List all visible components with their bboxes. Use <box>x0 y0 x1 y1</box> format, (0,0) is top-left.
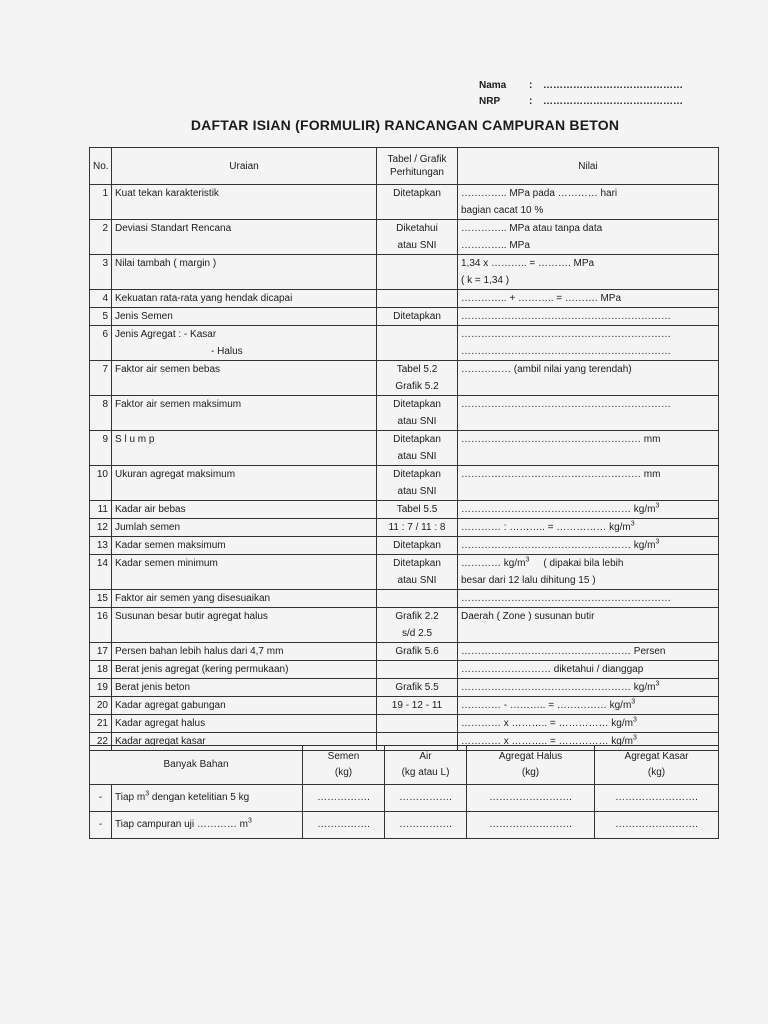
table-header-row <box>90 148 719 185</box>
row-number: 11 <box>90 501 112 519</box>
row-nilai-field[interactable]: ………… $kg/m^3$ ( dipakai bila lebih besar dari 12 lalu dihitung 15 ) <box>458 555 719 590</box>
row-nilai-field[interactable]: …………… (ambil nilai yang terendah) <box>458 361 719 396</box>
row-tabel: Grafik 5.6 <box>377 643 458 661</box>
row-nilai-field[interactable]: ………….. + ……….. = ………. MPa <box>458 290 719 308</box>
row-nilai-field[interactable]: Daerah ( Zone ) susunan butir <box>458 608 719 643</box>
row-uraian: Berat jenis beton <box>112 679 377 697</box>
row-number: 9 <box>90 431 112 466</box>
row-dash: - <box>90 812 112 839</box>
row-uraian: Deviasi Standart Rencana <box>112 220 377 255</box>
row-uraian: Persen bahan lebih halus dari 4,7 mm <box>112 643 377 661</box>
table-row <box>90 185 719 220</box>
bahan-row-per-m3 <box>90 785 719 812</box>
row-uraian: Faktor air semen maksimum <box>112 396 377 431</box>
row-uraian: Faktor air semen bebas <box>112 361 377 396</box>
row-number: 18 <box>90 661 112 679</box>
row-tabel <box>377 255 458 290</box>
row-tabel: Diketahui atau SNI <box>377 220 458 255</box>
row-tabel: 11 : 7 / 11 : 8 <box>377 519 458 537</box>
row-uraian: Kadar semen maksimum <box>112 537 377 555</box>
table-row <box>90 431 719 466</box>
row-tabel: Tabel 5.5 <box>377 501 458 519</box>
row-number: 21 <box>90 715 112 733</box>
table-row <box>90 361 719 396</box>
row-nilai-field[interactable]: ……………………………………………………… <box>458 308 719 326</box>
table-row <box>90 661 719 679</box>
row-tabel: Ditetapkan <box>377 537 458 555</box>
row-uraian: Ukuran agregat maksimum <box>112 466 377 501</box>
row-uraian: Kadar agregat gabungan <box>112 697 377 715</box>
row-number: 2 <box>90 220 112 255</box>
row-uraian: Faktor air semen yang disesuaikan <box>112 590 377 608</box>
agregat-halus-header: Agregat Halus (kg) <box>467 746 595 785</box>
table-row <box>90 308 719 326</box>
table-row <box>90 466 719 501</box>
row-uraian: S l u m p <box>112 431 377 466</box>
row-number: 16 <box>90 608 112 643</box>
row-number: 22 <box>90 733 112 751</box>
row-number: 6 <box>90 326 112 361</box>
row-tabel <box>377 715 458 733</box>
table-row <box>90 220 719 255</box>
row-tabel <box>377 326 458 361</box>
row-uraian: Kekuatan rata-rata yang hendak dicapai <box>112 290 377 308</box>
row-nilai-field[interactable]: …………………………………………… Persen <box>458 643 719 661</box>
row-number: 19 <box>90 679 112 697</box>
trial-mix-label: Tiap campuran uji ………… $m^3$ <box>112 812 303 839</box>
table-row <box>90 590 719 608</box>
semen-header: Semen (kg) <box>303 746 385 785</box>
row-uraian: Kadar air bebas <box>112 501 377 519</box>
semen-per-m3-field[interactable]: ……………. <box>303 785 385 812</box>
row-tabel: Ditetapkan atau SNI <box>377 396 458 431</box>
row-tabel <box>377 661 458 679</box>
table-row <box>90 608 719 643</box>
row-number: 13 <box>90 537 112 555</box>
kasar-trial-field[interactable]: ……………………. <box>595 812 719 839</box>
row-nilai-field[interactable]: ……………………………………………… mm <box>458 466 719 501</box>
form-title: DAFTAR ISIAN (FORMULIR) RANCANGAN CAMPURAN BETON <box>190 117 620 133</box>
row-tabel: Tabel 5.2 Grafik 5.2 <box>377 361 458 396</box>
row-number: 7 <box>90 361 112 396</box>
nama-field[interactable]: …………………………………… <box>543 80 683 91</box>
nrp-colon: : <box>529 96 533 107</box>
row-number: 14 <box>90 555 112 590</box>
row-tabel <box>377 290 458 308</box>
air-trial-field[interactable]: ……………. <box>385 812 467 839</box>
row-uraian: Kadar agregat halus <box>112 715 377 733</box>
row-number: 8 <box>90 396 112 431</box>
row-nilai-field[interactable]: ………….. MPa atau tanpa data ………….. MPa <box>458 220 719 255</box>
row-tabel <box>377 590 458 608</box>
row-uraian: Kadar agregat kasar <box>112 733 377 751</box>
row-tabel: 19 - 12 - 11 <box>377 697 458 715</box>
nama-colon: : <box>529 80 533 91</box>
row-number: 17 <box>90 643 112 661</box>
row-number: 1 <box>90 185 112 220</box>
table-row <box>90 290 719 308</box>
row-nilai-field[interactable]: ……………………… diketahui / dianggap <box>458 661 719 679</box>
col-no: No. <box>90 148 112 185</box>
col-nilai: Nilai <box>458 148 719 185</box>
table-row <box>90 697 719 715</box>
row-uraian: Jenis Agregat : - Kasar - Halus <box>112 326 377 361</box>
table-row <box>90 501 719 519</box>
col-tabel-line1: Tabel / Grafik <box>387 154 447 165</box>
nrp-label: NRP <box>479 96 501 107</box>
row-number: 15 <box>90 590 112 608</box>
nama-label: Nama <box>479 80 507 91</box>
mix-design-table <box>89 147 719 751</box>
row-uraian: Berat jenis agregat (kering permukaan) <box>112 661 377 679</box>
row-number: 4 <box>90 290 112 308</box>
row-nilai-field[interactable]: 1,34 x ……….. = ………. MPa ( k = 1,34 ) <box>458 255 719 290</box>
row-nilai-field[interactable]: ……………………………………………………… <box>458 590 719 608</box>
row-uraian: Kuat tekan karakteristik <box>112 185 377 220</box>
row-tabel: Grafik 5.5 <box>377 679 458 697</box>
row-tabel: Ditetapkan <box>377 185 458 220</box>
row-number: 3 <box>90 255 112 290</box>
air-per-m3-field[interactable]: ……………. <box>385 785 467 812</box>
row-nilai-field[interactable]: …………………………………………… $kg/m^3$ <box>458 679 719 697</box>
col-uraian: Uraian <box>112 148 377 185</box>
row-number: 12 <box>90 519 112 537</box>
row-nilai-field[interactable]: ………….. MPa pada ………… hari bagian cacat 10 % <box>458 185 719 220</box>
row-uraian: Jumlah semen <box>112 519 377 537</box>
material-quantity-table <box>89 745 719 839</box>
per-m3-label: Tiap $m^3$ dengan ketelitian 5 kg <box>112 785 303 812</box>
row-nilai-field[interactable]: ……………………………………………… mm <box>458 431 719 466</box>
row-uraian: Jenis Semen <box>112 308 377 326</box>
row-tabel: Ditetapkan <box>377 308 458 326</box>
table-body <box>90 185 719 751</box>
row-number: 20 <box>90 697 112 715</box>
banyak-bahan-label: Banyak Bahan <box>90 746 303 785</box>
row-tabel: Ditetapkan atau SNI <box>377 555 458 590</box>
row-uraian: Susunan besar butir agregat halus <box>112 608 377 643</box>
row-tabel: Grafik 2.2 s/d 2.5 <box>377 608 458 643</box>
row-tabel: Ditetapkan atau SNI <box>377 431 458 466</box>
row-nilai-field[interactable]: ………… x ……….. = …………… $kg/m^3$ <box>458 715 719 733</box>
row-nilai-field[interactable]: …………………………………………… $kg/m^3$ <box>458 501 719 519</box>
table-row <box>90 555 719 590</box>
row-nilai-field[interactable]: ……………………………………………………… ……………………………………………………… <box>458 326 719 361</box>
row-dash: - <box>90 785 112 812</box>
air-header: Air (kg atau L) <box>385 746 467 785</box>
halus-per-m3-field[interactable]: ……………………. <box>467 785 595 812</box>
col-tabel-line2: Perhitungan <box>390 167 444 178</box>
row-uraian: Kadar semen minimum <box>112 555 377 590</box>
row-nilai-field[interactable]: ………… x ……….. = …………… $kg/m^3$ <box>458 733 719 751</box>
row-nilai-field[interactable]: …………………………………………… $kg/m^3$ <box>458 537 719 555</box>
table-row <box>90 255 719 290</box>
row-nilai-field[interactable]: ……………………………………………………… <box>458 396 719 431</box>
bahan-header-row <box>90 746 719 785</box>
nrp-field[interactable]: …………………………………… <box>543 96 683 107</box>
table-row <box>90 537 719 555</box>
row-uraian: Nilai tambah ( margin ) <box>112 255 377 290</box>
table-row <box>90 519 719 537</box>
agregat-kasar-header: Agregat Kasar (kg) <box>595 746 719 785</box>
semen-trial-field[interactable]: ……………. <box>303 812 385 839</box>
row-nilai-field[interactable]: ………… - ……….. = …………… $kg/m^3$ <box>458 697 719 715</box>
col-tabel <box>377 148 458 185</box>
row-number: 10 <box>90 466 112 501</box>
table-row <box>90 715 719 733</box>
row-tabel: Ditetapkan atau SNI <box>377 466 458 501</box>
table-row <box>90 396 719 431</box>
kasar-per-m3-field[interactable]: ……………………. <box>595 785 719 812</box>
table-row <box>90 679 719 697</box>
row-number: 5 <box>90 308 112 326</box>
table-row <box>90 326 719 361</box>
bahan-row-trial <box>90 812 719 839</box>
halus-trial-field[interactable]: ……………………. <box>467 812 595 839</box>
row-nilai-field[interactable]: ………… : ……….. = …………… $kg/m^3$ <box>458 519 719 537</box>
table-row <box>90 643 719 661</box>
